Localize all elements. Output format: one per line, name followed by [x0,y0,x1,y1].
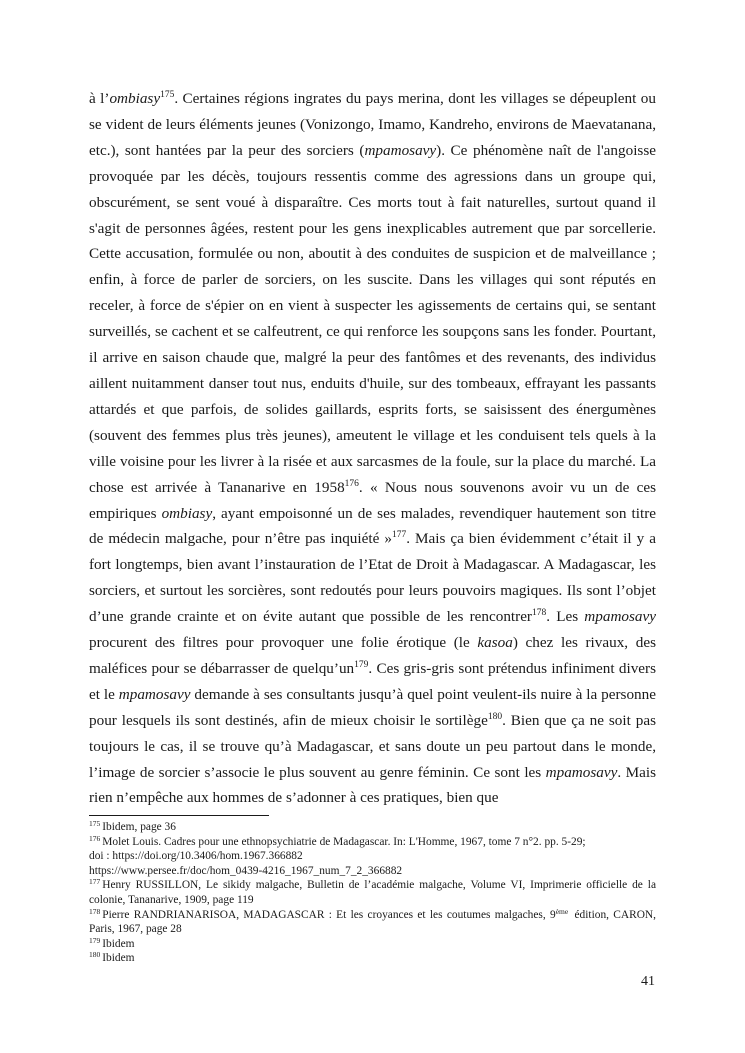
footnote-ref[interactable]: 180 [487,711,503,722]
italic-term: kasoa [477,634,513,652]
footnote-ref[interactable]: 175 [160,90,175,100]
edition-superscript: ème [555,906,569,916]
body-text-segment: . Bien que ça ne soit pas toujours le cas, il se trouve qu’à Madagascar, et sans doute un peu partout dans le monde, l’image de sorcier s’associe le plus souvent au genre féminin. Ce sont les [89,711,656,781]
footnote-ref[interactable]: 177 [391,530,407,541]
body-text-segment: . Ces gris-gris sont prétendus infiniment divers et le [89,659,657,703]
footnote-text: édition, CARON, Paris, 1967, page 28 [89,908,656,936]
italic-term: ombiasy [109,90,161,107]
italic-term: mpamosavy [584,608,656,626]
body-text-segment: . Mais ça bien évidemment c’était il y a fort longtemps, bien avant l’instauration de l’Etat de Droit à Madagascar. A Madagascar, les sorciers, et surtout les sorcières, sont redoutés pour leurs pouvoirs magiques. Ils sont l’objet d’une grande crainte et on évite autant que possible de les rencontrer [89,530,656,626]
footnote-number: 180 [89,950,101,960]
body-text-segment: . Mais rien n’empêche aux hommes de s’adonner à ces pratiques, bien que [89,763,657,807]
footnote-url-link[interactable]: https://www.persee.fr/doc/hom_0439-4216_1967_num_7_2_366882 [89,864,403,877]
footnote-ref[interactable]: 179 [354,659,369,670]
footnote-item [89,820,656,835]
body-paragraph [89,86,656,811]
footnote-text: Ibidem [102,952,135,965]
footnote-ref[interactable]: 178 [532,608,547,619]
footnote-doi-link[interactable]: doi : https://doi.org/10.3406/hom.1967.366882 [89,850,303,863]
footnote-item [89,951,656,966]
body-text-segment: ) chez les rivaux, des maléfices pour se débarrasser de quelqu’un [89,634,656,677]
footnote-item [89,908,656,937]
footnote-item [89,937,656,952]
body-text-segment: demande à ses consultants jusqu’à quel point veulent-ils nuire à la personne pour lesquels ils sont destinés, afin de mieux choisir le sortilège [89,685,656,729]
body-text-segment: . Les [546,608,585,626]
body-text-segment: ). Ce phénomène naît de l'angoisse provoquée par les décès, toujours ressentis comme des agressions dans un groupe qui, obscurément, se sent voué à disparaître. Ces morts tout à fait naturelles, surtout quand il s'agit de personnes âgées, restent pour les gens inexplicables autrement que par sorcellerie. Cette accusation, formulée ou non, aboutit à des conduites de suspicion et de malveillance ; enfin, à force de parler de sorciers, on les suscite. Dans les villages qui sont réputés en receler, à force de s'épier on en vient à suspecter les agissements de certains qui, se sentant surveillés, se cachent et se calfeutrent, ce qui renforce les soupçons sans les fonder. Pourtant, il arrive en saison chaude que, malgré la peur des fantômes et des revenants, des individus aillent nuitamment danser tout nus, enduits d'huile, sur des tombeaux, effrayant les passants attardés et que parfois, de solides gaillards, esprits forts, se saisissent des énergumènes (souvent des femmes plus très jeunes), ameutent le village et les conduisent tels quels à la ville voisine pour les livrer à la risée et aux sarcasmes de la foule, sur la place du marché. La chose est arrivée à Tananarive en 1958 [89,141,656,496]
footnote-item [89,849,656,864]
body-text-segment: . Certaines régions ingrates du pays merina, dont les villages se dépeuplent ou se vident de leurs éléments jeunes (Vonizongo, Imamo, Kandreho, environs de Maevatanana, etc.), sont hantées par la peur des sorciers ( [89,90,656,159]
footnote-text: Ibidem, page 36 [102,821,176,833]
footnote-text: Henry RUSSILLON, Le sikidy malgache, Bulletin de l’académie malgache, Volume VI, Imprimerie officielle de la colonie, Tananarive, 1909, page 119 [89,879,656,906]
body-text-segment: procurent des filtres pour provoquer une folie érotique (le [89,634,478,652]
footnote-number: 179 [89,935,101,945]
footnote-number: 177 [89,877,101,887]
footnote-separator [89,815,269,816]
footnote-item [89,878,656,907]
italic-term: ombiasy [161,504,213,522]
footnote-ref[interactable]: 176 [344,478,359,489]
footnotes-list [89,820,656,966]
footnote-number: 175 [89,819,101,828]
italic-term: mpamosavy [545,763,618,781]
body-text-segment: , ayant empoisonné un de ses malades, revendiquer hautement son titre de médecin malgache, pour n’être pas inquiété » [89,504,656,548]
page-number: 41 [641,974,655,989]
footnote-text: Molet Louis. Cadres pour une ethnopsychiatrie de Madagascar. In: L'Homme, 1967, tome 7 n°2. pp. 5-29; [102,835,586,848]
footnote-text: Ibidem [102,937,135,950]
body-text-segment: à l’ [89,90,110,107]
body-text-segment: . « Nous nous souvenons avoir vu un de ces empiriques [89,478,656,522]
italic-term: mpamosavy [118,685,191,703]
footnote-item [89,835,656,850]
footnote-item [89,864,656,879]
footnote-number: 178 [89,906,101,916]
italic-term: mpamosavy [364,141,437,159]
footnote-number: 176 [89,833,101,843]
footnote-text: Pierre RANDRIANARISOA, MADAGASCAR : Et les croyances et les coutumes malgaches, 9 [102,908,556,921]
